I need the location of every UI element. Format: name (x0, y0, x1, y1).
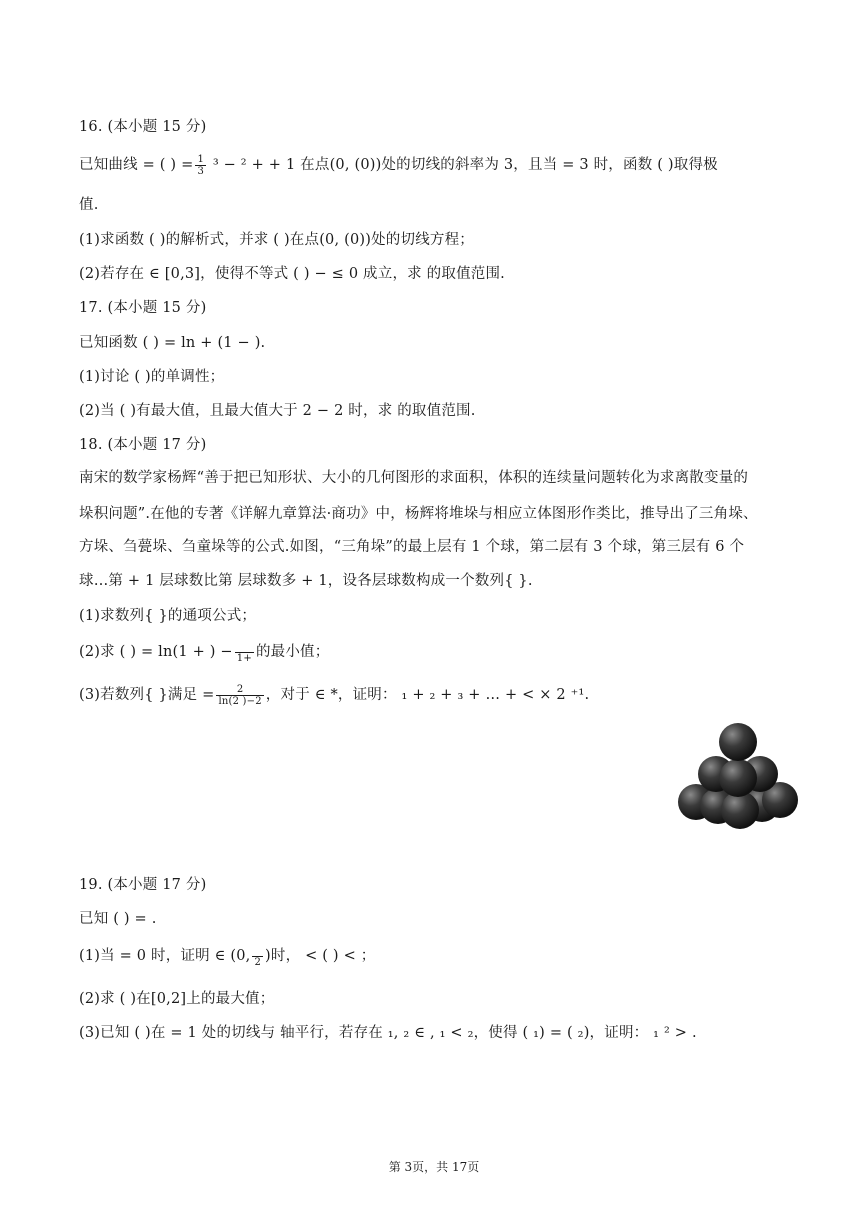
q18-part3-b: ，对于 ∈ *，证明： ₁ + ₂ + ₃ + … + < × 2 ⁺¹. (265, 687, 590, 703)
q19-part1-fraction (252, 945, 263, 968)
q17-part2: (2)当 ( )有最大值，且最大值大于 2 − 2 时，求 的取值范围. (79, 403, 476, 419)
q16-part1: (1)求函数 ( )的解析式，并求 ( )在点(0, (0))处的切线方程； (79, 232, 474, 248)
q18-part1: (1)求数列{ }的通项公式； (79, 608, 257, 624)
q19-stem: 已知 ( ) = . (79, 911, 157, 927)
q19-heading: 19. (本小题 17 分) (79, 877, 207, 893)
q16-part2: (2)若存在 ∈ [0,3]，使得不等式 ( ) − ≤ 0 成立，求 的取值范围. (79, 266, 505, 282)
q18-part3 (79, 683, 589, 707)
q16-heading: 16. (本小题 15 分) (79, 119, 207, 135)
q19-part3: (3)已知 ( )在 = 1 处的切线与 轴平行，若存在 ₁, ₂ ∈ , ₁ < ₂，使得 ( ₁) = ( ₂)，证明： ₁ ² > . (79, 1025, 697, 1041)
q19-part1-b: )时， < ( ) < ； (265, 948, 376, 964)
q18-stem-line3: 方垛、刍甍垛、刍童垛等的公式.如图，“三角垛”的最上层有 1 个球，第二层有 3 个球，第三层有 6 个 (79, 539, 745, 555)
q18-part2-a: (2)求 ( ) = ln(1 + ) − (79, 644, 233, 660)
frac-den: ln(2 )−2 (218, 695, 262, 707)
q16-stem-b: ³ − ² + + 1 在点(0, (0))处的切线的斜率为 3，且当 = 3 时，函数 ( )取得极 (208, 157, 718, 173)
q17-heading: 17. (本小题 15 分) (79, 300, 207, 316)
q18-part3-fraction (216, 684, 263, 707)
q18-stem-line2: 垛积问题”.在他的专著《详解九章算法·商功》中，杨辉将堆垛与相应立体图形作类比，推导出了三角垛、 (79, 506, 758, 522)
q18-heading: 18. (本小题 17 分) (79, 437, 207, 453)
frac-num (235, 641, 254, 653)
q18-part2-b: 的最小值； (255, 644, 330, 660)
fraction-one-third (195, 154, 206, 177)
q18-stem-line4: 球…第 + 1 层球数比第 层球数多 + 1，设各层球数构成一个数列{ }. (79, 573, 533, 589)
q19-part1 (79, 944, 375, 968)
q16-stem-a: 已知曲线 = ( ) = (79, 157, 194, 173)
q16-stem-cont: 值. (79, 197, 99, 213)
q18-stem-line1: 南宋的数学家杨辉“善于把已知形状、大小的几何图形的求面积，体积的连续量问题转化为求离散变量的 (79, 470, 749, 486)
frac-num: 2 (216, 684, 263, 696)
q19-part1-a: (1)当 = 0 时，证明 ∈ (0, (79, 948, 251, 964)
ball-middle-3 (719, 759, 757, 797)
q18-part2-fraction (235, 641, 254, 664)
q16-stem (79, 153, 718, 177)
triangular-pile-figure (676, 718, 800, 830)
frac-den: 2 (254, 956, 262, 968)
frac-den: 3 (197, 165, 205, 177)
frac-den: 1+ (236, 652, 252, 664)
q17-part1: (1)讨论 ( )的单调性； (79, 369, 225, 385)
frac-num (252, 945, 263, 957)
q19-part2: (2)求 ( )在[0,2]上的最大值； (79, 991, 275, 1007)
frac-num: 1 (197, 153, 205, 165)
q17-stem: 已知函数 ( ) = ln + (1 − ). (79, 335, 266, 351)
page-footer: 第 3页，共 17页 (388, 1160, 480, 1174)
q18-part2 (79, 640, 329, 664)
q18-part3-a: (3)若数列{ }满足 = (79, 687, 215, 703)
ball-top (719, 723, 757, 761)
